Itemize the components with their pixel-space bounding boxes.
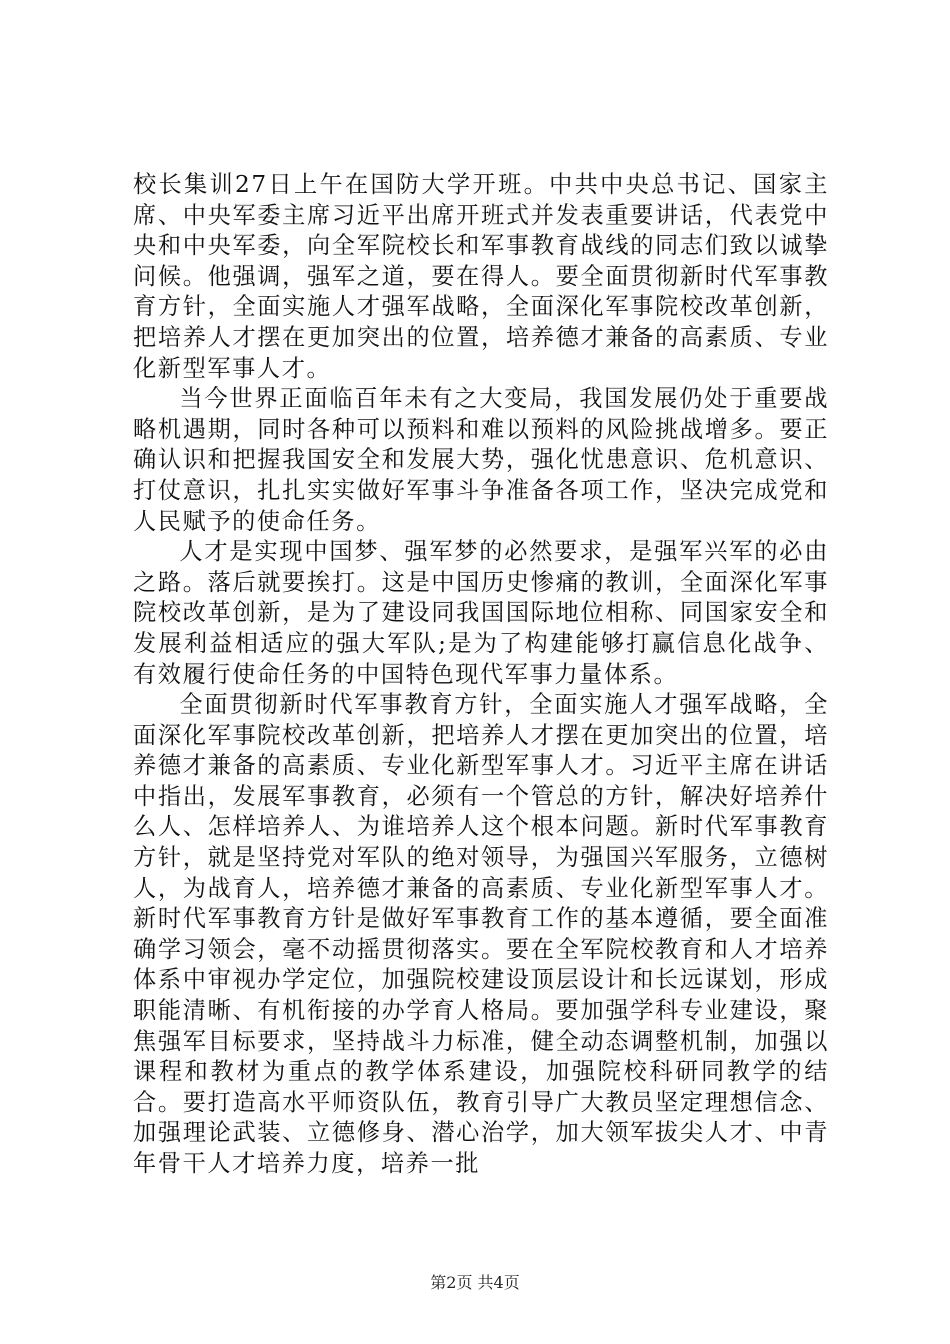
paragraph-1: 校长集训27日上午在国防大学开班。中共中央总书记、国家主席、中央军委主席习近平出席开班式并发表重要讲话，代表党中央和中央军委，向全军院校长和军事教育战线的同志们致以诚挚问候。他强调，强军之道，要在得人。要全面贯彻新时代军事教育方针，全面实施人才强军战略，全面深化军事院校改革创新，把培养人才摆在更加突出的位置，培养德才兼备的高素质、专业化新型军事人才。 bbox=[133, 171, 829, 382]
paragraph-3: 人才是实现中国梦、强军梦的必然要求，是强军兴军的必由之路。落后就要挨打。这是中国历史惨痛的教训，全面深化军事院校改革创新，是为了建设同我国国际地位相称、同国家安全和发展利益相适应的强大军队;是为了构建能够打赢信息化战争、有效履行使命任务的中国特色现代军事力量体系。 bbox=[133, 538, 829, 688]
paragraph-2: 当今世界正面临百年未有之大变局，我国发展仍处于重要战略机遇期，同时各种可以预料和难以预料的风险挑战增多。要正确认识和把握我国安全和发展大势，强化忧患意识、危机意识、打仗意识，扎扎实实做好军事斗争准备各项工作，坚决完成党和人民赋予的使命任务。 bbox=[133, 385, 829, 535]
paragraph-4: 全面贯彻新时代军事教育方针，全面实施人才强军战略，全面深化军事院校改革创新，把培养人才摆在更加突出的位置，培养德才兼备的高素质、专业化新型军事人才。习近平主席在讲话中指出，发展军事教育，必须有一个管总的方针，解决好培养什么人、怎样培养人、为谁培养人这个根本问题。新时代军事教育方针，就是坚持党对军队的绝对领导，为强国兴军服务，立德树人，为战育人，培养德才兼备的高素质、专业化新型军事人才。新时代军事教育方针是做好军事教育工作的基本遵循，要全面准确学习领会，毫不动摇贯彻落实。要在全军院校教育和人才培养体系中审视办学定位，加强院校建设顶层设计和长远谋划，形成职能清晰、有机衔接的办学育人格局。要加强学科专业建设，聚焦强军目标要求，坚持战斗力标准，健全动态调整机制，加强以课程和教材为重点的教学体系建设，加强院校科研同教学的结合。要打造高水平师资队伍，教育引导广大教员坚定理想信念、加强理论武装、立德修身、潜心治学，加大领军拔尖人才、中青年骨干人才培养力度，培养一批 bbox=[133, 691, 829, 1177]
body-text bbox=[133, 170, 829, 1180]
page-footer: 第2页 共4页 bbox=[430, 1273, 520, 1292]
